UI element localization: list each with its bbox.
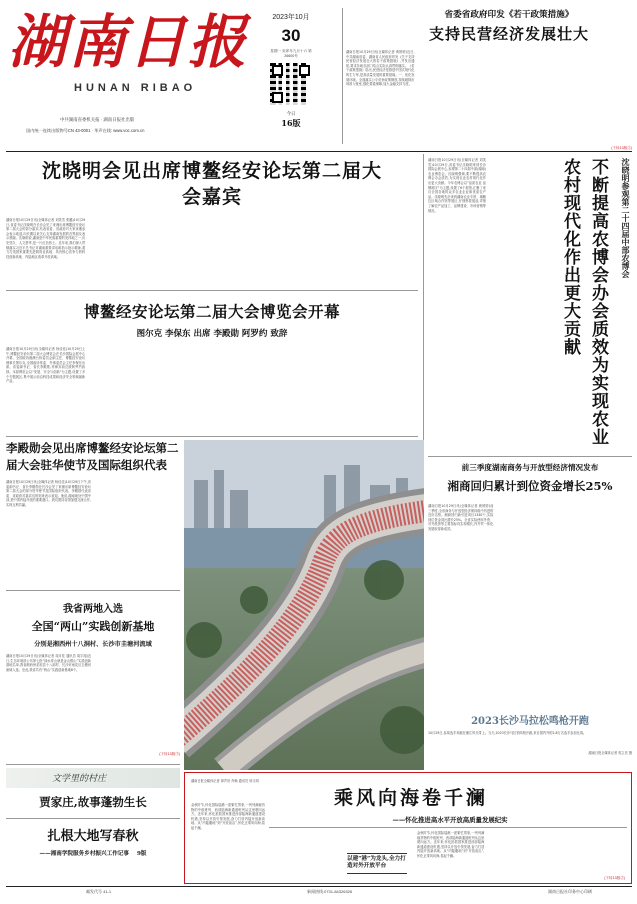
expo-body: 湖南日报10月29日讯(全媒体记者 杨佳佳)10月29日上午,博鳌经安论坛第二届大会博览会在长沙国际会展中心开幕。全国政协港澳台侨委员会副主任、博鳌经安论坛理事长图尔克,全国政协常委、外事委员会主任李保东出席。省委副书记、省长李殿勋,菲律宾前总统阿罗约致辞。本届博览会以“发展、安全与创新”为主题,设置了多个专题展区,集中展示前沿科技成果和经济安全领域最新产品。: [6, 347, 86, 384]
feature-pullquote: 以建“港”为龙头,全力打造对外开放平台: [347, 853, 407, 874]
vertical-kicker: 沈晓明参观第二十四届中部农博会: [621, 158, 631, 278]
date-year-month: 2023年10月: [272, 14, 310, 21]
lead-story: [6, 154, 418, 288]
caption-body: 10月29日,参赛选手奔跑在湘江风光带上。当天,2023长沙马拉松鸣枪开跑,来自国内外的2.8万名选手参加比赛。: [428, 731, 587, 735]
lead-headline: 沈晓明会见出席博鳌经安论坛第二届大会嘉宾: [42, 160, 383, 208]
trade-story: [428, 460, 632, 746]
trade-headline: 湘商回归累计到位资金增长25%: [447, 479, 613, 493]
feature-credit: 湖南日报全媒体记者 廖声田 肖畅 通讯员 杨义明: [191, 779, 259, 783]
trade-kicker: 前三季度湖南商务与开放型经济情况发布: [461, 463, 599, 472]
top-right-story: [346, 8, 632, 148]
vertical-body: 湖南日报10月29日讯(全媒体记者 刘笑雪)10月29日,省委书记沈晓明来到长沙国际会展中心,参观第二十四届中部(湖南)农业博览会。沈晓明强调,要不断提高农博会办会质效,为实现农业农村现代化作出更大贡献。今年农博会以“品质农业 品牌湘字”为主题,设置了6个展馆,汇聚了来自全国各地的众多农业企业和优质农产品。沈晓明先后来到湖南农业专馆、湘赣边区域合作馆等展区,仔细察看展品,详细了解农产品加工、品牌建设、市场营销等情况。: [428, 158, 486, 213]
liangshan-story: [6, 594, 180, 760]
feature-left-body: 金秋时节,怀化国际陆港一派繁忙景象,一列列满载货物的中欧班列、西部陆海新通道班列从这里驶向远方。近年来,怀化抢抓国家推进西部陆海新通道建设机遇,坚持以开放引领发展,奋力打造内陆开放新高地。从“内陆腹地”到“开放前沿”,怀化正乘风向海,卷起千澜。: [191, 803, 265, 830]
feature-jump[interactable]: (下转13版②): [604, 876, 625, 880]
masthead-title: 湖南日报: [8, 8, 249, 76]
feature-right-body: 金秋时节,怀化国际陆港一派繁忙景象,一列列满载货物的中欧班列、西部陆海新通道班列从这里驶向远方。近年来,怀化抢抓国家推进西部陆海新通道建设机遇,坚持以开放引领发展,奋力打造内陆开放新高地。从“内陆腹地”到“开放前沿”,怀化正乘风向海,卷起千澜。: [417, 831, 485, 858]
column-page-ref[interactable]: 9版: [137, 851, 147, 857]
literature-column: [6, 768, 180, 882]
date-day: 30: [281, 26, 301, 45]
liangshan-headline: 全国“两山”实践创新基地: [31, 620, 155, 633]
masthead-codes: 国内统一连续出版物号CN 43-0001 · 华声在线: www.voc.com.cn: [26, 128, 145, 133]
feature-subhead: ——怀化推进高水平开放高质量发展纪实: [392, 816, 508, 824]
masthead-publisher: 中共湖南省委机关报 · 湖南日报社出版: [60, 117, 135, 122]
date-weekday: 星期一 癸卯年九月十六 第26600号: [270, 49, 312, 58]
trade-body: 湖南日报10月29日讯(全媒体记者 黄婷婷)前三季度,全省商务与开放型经济保持稳中有进的良好态势。湘商回归新引进项目1340个,实际到位资金同比增长25%。全省实际使用外资、对外投资等主要指标均实现增长,内外贸一体化发展取得新成效。: [428, 504, 494, 531]
li-headline: 李殿勋会见出席博鳌经安论坛第二届大会驻华使节及国际组织代表: [6, 441, 179, 472]
feature-box: [184, 772, 632, 884]
lead-body: 湖南日报10月29日讯(全媒体记者 刘笑雪 张璐)10月29日,省委书记沈晓明在长沙会见了来湘出席博鳌经安论坛第二届大会的部分嘉宾,代表省委、省政府对大家来湘参会表示欢迎,向长期以来关心支持湖南发展的各界朋友表示感谢。沈晓明说,湖南是中华民族重要的发祥地之一,历史悠久、人文荟萃,是一片红色热土。近年来,我们深入贯彻落实习近平总书记对湖南重要讲话和指示批示精神,着力打造国家重要先进制造业高地、具有核心竞争力的科技创新高地、内陆地区改革开放高地。: [6, 218, 86, 259]
column-banner: [6, 768, 180, 788]
li-body: 湖南日报10月29日讯(全媒体记者 杨佳佳)10月29日下午,省委副书记、省长李殿勋在长沙会见了来湘出席博鳌经安论坛第二届大会的部分驻华使节及国际组织代表。李殿勋代表省委、省政府对嘉宾们的到来表示欢迎。他说,湖南地处中国中部,是中国内陆开放的重要窗口。我们愿同各国加强交流合作,实现互利共赢。: [6, 480, 91, 507]
expo-headline: 博鳌经安论坛第二届大会博览会开幕: [83, 302, 340, 321]
column-headline-2: 扎根大地写春秋: [47, 829, 139, 844]
story-headline: 支持民营经济发展壮大: [428, 25, 589, 43]
story-body: 湖南日报10月29日讯(全媒体记者 黄婷婷)近日,中共湖南省委、湖南省人民政府印发《关于支持民营经济发展壮大的若干政策措施》,并发出通知,要求各地各部门结合实际认真贯彻落实。《若干政策措施》指出,民营经济是推进中国式现代化的生力军,是高质量发展的重要基础。一、优化发展环境。全面落实公平竞争政策制度,持续破除市场准入壁垒,强化要素保障,加大金融支持力度。: [346, 50, 415, 87]
vertical-story: [428, 154, 632, 454]
expo-story: [6, 294, 418, 434]
feature-headline: 乘风向海卷千澜: [333, 787, 488, 809]
story-kicker: 省委省政府印发《若干政策措施》: [444, 10, 574, 20]
caption-credit: 湖南日报全媒体记者 郭立亮 摄: [588, 751, 632, 755]
liangshan-kicker: 我省两地入选: [63, 604, 123, 615]
column-sub-2: ——湘南学院服务乡村振兴工作记事: [39, 851, 129, 857]
marathon-scene: [184, 440, 424, 770]
footer-left: 邮发代号 41-1: [86, 889, 112, 894]
masthead: [0, 0, 345, 150]
liangshan-subhead: 分别是湘西州十八洞村、长沙市圭塘河流域: [34, 641, 152, 648]
qr-code[interactable]: [270, 63, 312, 105]
liangshan-body: 湖南日报10月29日讯(全媒体记者 周月桂 通讯员 周宇翔)近日,生态环境部公布第七批“绿水青山就是金山银山”实践创新基地名单,我省湘西州花垣县十八洞村、长沙市雨花区圭塘河流域入选。至此,我省共有“两山”实践创新基地8个。: [6, 654, 91, 672]
column-name: 文学里的村庄: [52, 774, 107, 784]
liangshan-jump[interactable]: (下转13版③): [159, 752, 180, 756]
column-headline: 贾家庄,故事蓬勃生长: [39, 795, 147, 809]
footer-mid: 新闻热线:0731-84326326: [306, 889, 353, 894]
li-story: [6, 440, 180, 588]
pages-count: 16版: [281, 118, 301, 128]
masthead-english: HUNAN RIBAO: [74, 82, 197, 94]
story-jump[interactable]: (下转13版②): [611, 146, 632, 150]
date-box: [260, 8, 322, 146]
footer-right: 湖南日报社印务中心印刷: [547, 889, 592, 894]
vertical-headline: 不断提高农博会办会质效为实现农业农村现代化作出更大贡献: [560, 158, 608, 446]
caption-title: 2023长沙马拉松鸣枪开跑: [471, 716, 589, 727]
today-label: 今日: [286, 111, 296, 116]
marathon-caption: [428, 712, 632, 762]
expo-subhead: 图尔克 李保东 出席 李殿勋 阿罗约 致辞: [136, 329, 288, 339]
footer: [6, 889, 632, 895]
marathon-photo: [184, 440, 424, 770]
